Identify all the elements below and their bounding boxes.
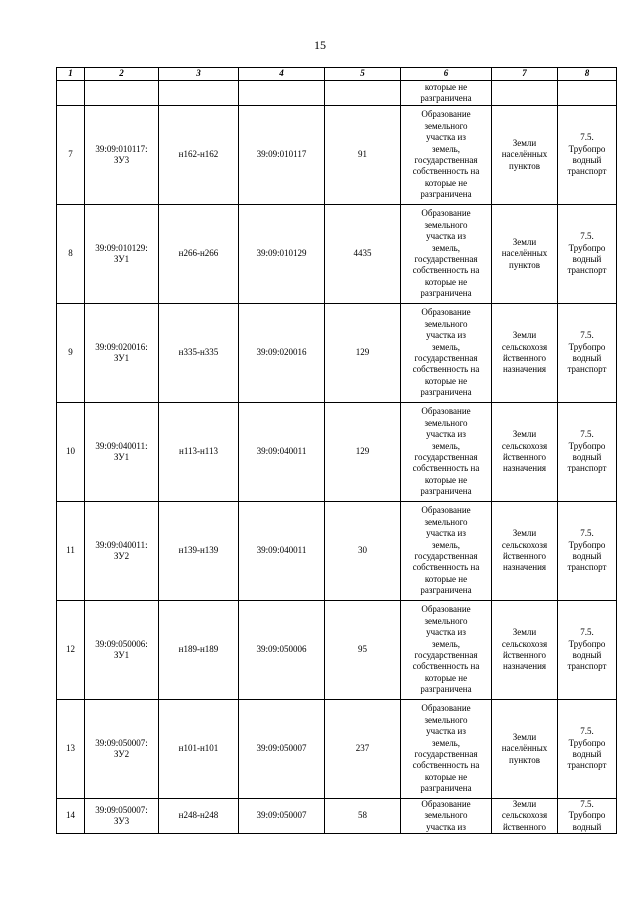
table-cell: [57, 81, 85, 106]
column-header: 7: [492, 68, 558, 81]
column-header: 5: [325, 68, 401, 81]
boundary-points: н248-н248: [159, 799, 239, 834]
table-cell: [558, 81, 617, 106]
permitted-use: 7.5. Трубопро водный: [558, 799, 617, 834]
table-row: [57, 403, 617, 502]
table-cell: [239, 81, 325, 106]
land-category: Земли сельскохозя йственного назначения: [492, 403, 558, 502]
table-cell: [492, 81, 558, 106]
land-category: Земли населённых пунктов: [492, 205, 558, 304]
column-header: 4: [239, 68, 325, 81]
formation-method: Образование земельного участка из земель, государственная собственность на которые не разграничена: [401, 205, 492, 304]
boundary-points: н113-н113: [159, 403, 239, 502]
permitted-use: 7.5. Трубопро водный транспорт: [558, 601, 617, 700]
land-category: Земли населённых пунктов: [492, 700, 558, 799]
table-cell: [159, 81, 239, 106]
column-header: 1: [57, 68, 85, 81]
table-row: [57, 700, 617, 799]
formation-method: Образование земельного участка из земель, государственная собственность на которые не разграничена: [401, 601, 492, 700]
cadastral-number: 39:09:010117: ЗУ3: [85, 106, 159, 205]
boundary-points: н189-н189: [159, 601, 239, 700]
land-plots-table: [56, 67, 617, 834]
row-number: 11: [57, 502, 85, 601]
table-row-continuation: [57, 81, 617, 106]
area: 58: [325, 799, 401, 834]
column-header: 6: [401, 68, 492, 81]
area: 129: [325, 403, 401, 502]
column-header: 3: [159, 68, 239, 81]
cadastral-quarter: 39:09:040011: [239, 502, 325, 601]
cadastral-number: 39:09:050006: ЗУ1: [85, 601, 159, 700]
table-row: [57, 304, 617, 403]
cadastral-number: 39:09:050007: ЗУ2: [85, 700, 159, 799]
formation-method: Образование земельного участка из земель, государственная собственность на которые не разграничена: [401, 700, 492, 799]
cadastral-number: 39:09:020016: ЗУ1: [85, 304, 159, 403]
cadastral-quarter: 39:09:050007: [239, 799, 325, 834]
page-number: 15: [314, 38, 326, 52]
row-number: 7: [57, 106, 85, 205]
permitted-use: 7.5. Трубопро водный транспорт: [558, 403, 617, 502]
formation-method: Образование земельного участка из земель, государственная собственность на которые не разграничена: [401, 502, 492, 601]
boundary-points: н266-н266: [159, 205, 239, 304]
column-header: 8: [558, 68, 617, 81]
row-number: 9: [57, 304, 85, 403]
boundary-points: н335-н335: [159, 304, 239, 403]
land-category: Земли сельскохозя йственного назначения: [492, 304, 558, 403]
table-row: [57, 799, 617, 834]
table-row: [57, 601, 617, 700]
cadastral-quarter: 39:09:010117: [239, 106, 325, 205]
cadastral-number: 39:09:040011: ЗУ2: [85, 502, 159, 601]
area: 129: [325, 304, 401, 403]
formation-method: Образование земельного участка из земель, государственная собственность на которые не разграничена: [401, 403, 492, 502]
area: 4435: [325, 205, 401, 304]
table-row: [57, 205, 617, 304]
table-row: [57, 106, 617, 205]
boundary-points: н139-н139: [159, 502, 239, 601]
area: 30: [325, 502, 401, 601]
table-cell: [325, 81, 401, 106]
formation-method: Образование земельного участка из земель, государственная собственность на которые не разграничена: [401, 304, 492, 403]
cadastral-quarter: 39:09:010129: [239, 205, 325, 304]
table-cell: которые не разграничена: [401, 81, 492, 106]
land-category: Земли населённых пунктов: [492, 106, 558, 205]
cadastral-number: 39:09:010129: ЗУ1: [85, 205, 159, 304]
row-number: 12: [57, 601, 85, 700]
row-number: 10: [57, 403, 85, 502]
area: 237: [325, 700, 401, 799]
permitted-use: 7.5. Трубопро водный транспорт: [558, 502, 617, 601]
cadastral-quarter: 39:09:020016: [239, 304, 325, 403]
table-row: [57, 502, 617, 601]
cadastral-quarter: 39:09:040011: [239, 403, 325, 502]
permitted-use: 7.5. Трубопро водный транспорт: [558, 205, 617, 304]
table-cell: [85, 81, 159, 106]
land-category: Земли сельскохозя йственного назначения: [492, 601, 558, 700]
row-number: 13: [57, 700, 85, 799]
area: 91: [325, 106, 401, 205]
cadastral-number: 39:09:050007: ЗУ3: [85, 799, 159, 834]
formation-method: Образование земельного участка из: [401, 799, 492, 834]
boundary-points: н162-н162: [159, 106, 239, 205]
boundary-points: н101-н101: [159, 700, 239, 799]
cadastral-quarter: 39:09:050006: [239, 601, 325, 700]
permitted-use: 7.5. Трубопро водный транспорт: [558, 304, 617, 403]
land-category: Земли сельскохозя йственного: [492, 799, 558, 834]
area: 95: [325, 601, 401, 700]
formation-method: Образование земельного участка из земель, государственная собственность на которые не разграничена: [401, 106, 492, 205]
column-header: 2: [85, 68, 159, 81]
cadastral-number: 39:09:040011: ЗУ1: [85, 403, 159, 502]
row-number: 14: [57, 799, 85, 834]
cadastral-quarter: 39:09:050007: [239, 700, 325, 799]
table-header-row: [57, 68, 617, 81]
land-category: Земли сельскохозя йственного назначения: [492, 502, 558, 601]
permitted-use: 7.5. Трубопро водный транспорт: [558, 106, 617, 205]
permitted-use: 7.5. Трубопро водный транспорт: [558, 700, 617, 799]
row-number: 8: [57, 205, 85, 304]
